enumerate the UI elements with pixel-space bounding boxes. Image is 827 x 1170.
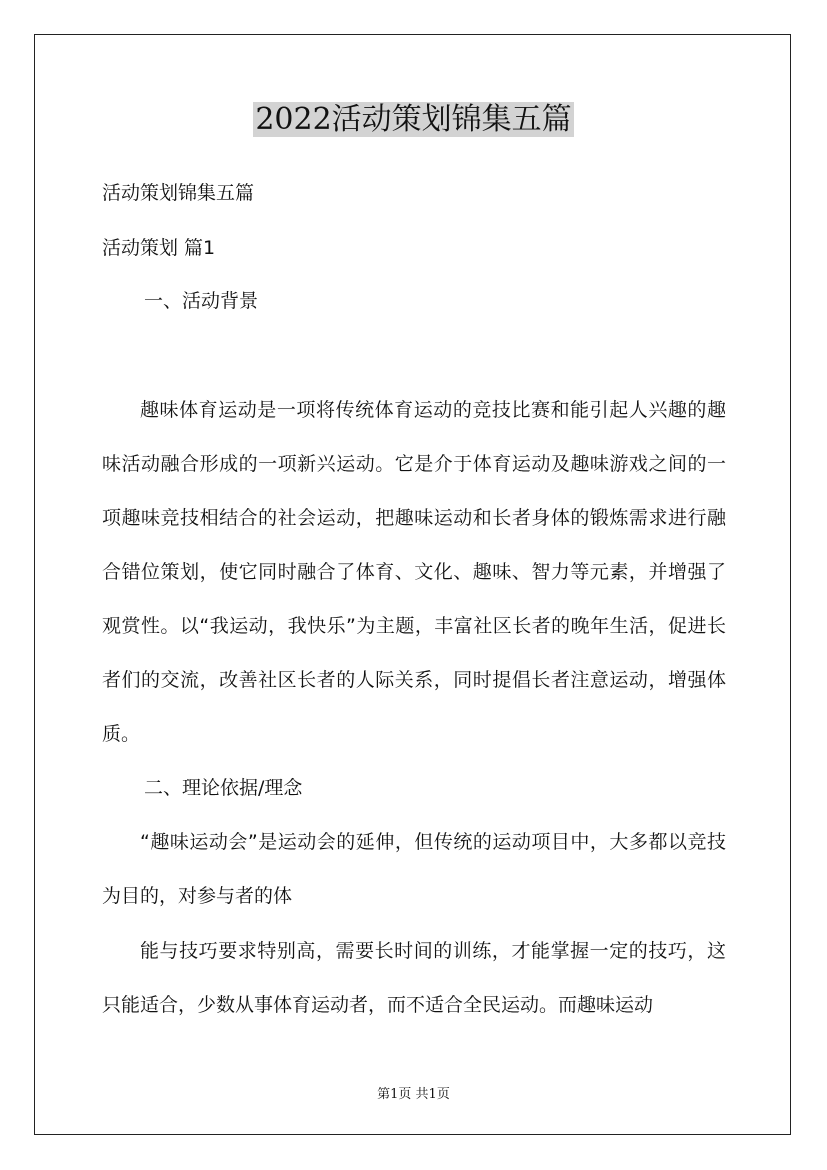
heading-background: 一、活动背景	[144, 290, 259, 312]
paragraph-theory-continued: 能与技巧要求特别高，需要长时间的训练，才能掌握一定的技巧，这只能适合，少数从事体育运动者，而不适合全民运动。而趣味运动	[102, 940, 726, 1016]
paragraph-background: 趣味体育运动是一项将传统体育运动的竞技比赛和能引起人兴趣的趣味活动融合形成的一项新兴运动。它是介于体育运动及趣味游戏之间的一项趣味竞技相结合的社会运动，把趣味运动和长者身体的锻炼需求进行融合错位策划，使它同时融合了体育、文化、趣味、智力等元素，并增强了观赏性。以“我运动，我快乐”为主题，丰富社区长者的晚年生活，促进长者们的交流，改善社区长者的人际关系，同时提倡长者注意运动，增强体质。	[102, 399, 726, 745]
page-footer: 第1页 共1页	[377, 1087, 450, 1102]
paragraph-theory: “趣味运动会”是运动会的延伸，但传统的运动项目中，大多都以竞技为目的，对参与者的体	[102, 831, 726, 907]
section-heading: 活动策划 篇1	[102, 237, 216, 259]
document-subtitle: 活动策划锦集五篇	[102, 182, 255, 204]
document-title: 2022活动策划锦集五篇	[255, 102, 572, 137]
document-title-wrap	[0, 98, 827, 142]
heading-theory: 二、理论依据/理念	[144, 777, 303, 799]
